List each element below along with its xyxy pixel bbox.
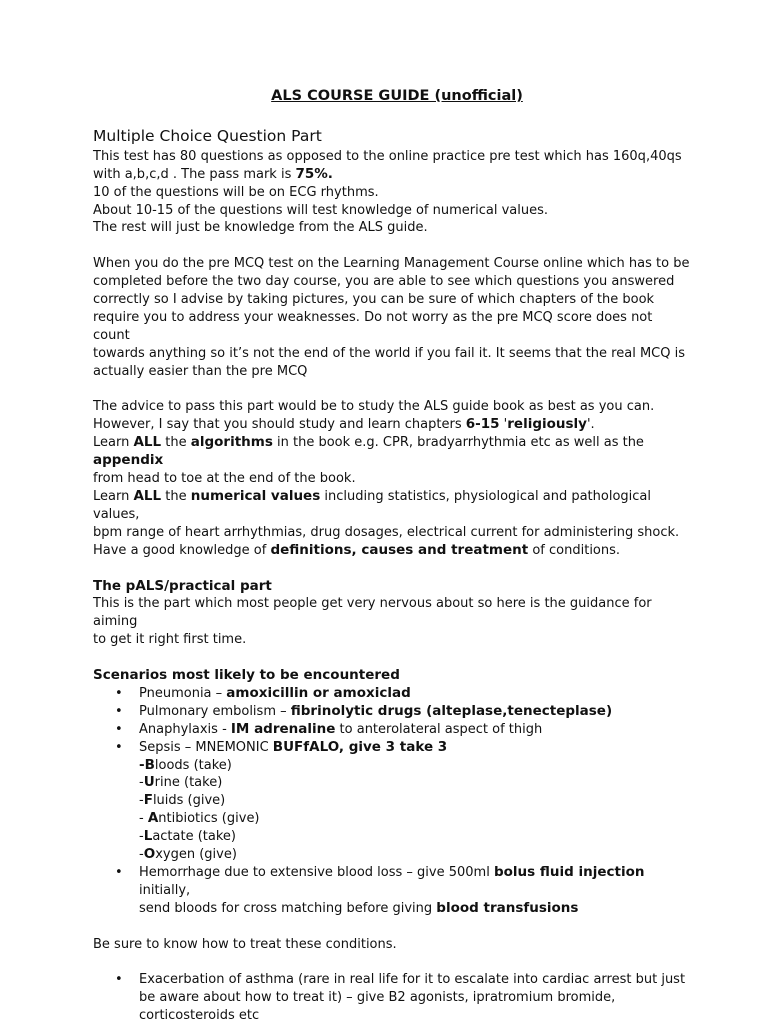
scenario-list [93,685,693,757]
practical-line: This is the part which most people get very nervous about so here is the guidance for aiming [93,596,652,630]
scenario-list-cont [93,864,693,918]
advice-line: The advice to pass this part would be to study the ALS guide book as best as you can. [93,399,655,415]
list-item-pneumonia: • Pneumonia – amoxicillin or amoxiclad [93,685,693,703]
advice-line: bpm range of heart arrhythmias, drug dosages, electrical current for administering shock. [93,524,680,540]
advice-line: Learn ALL the numerical values including statistics, physiological and pathological values, [93,488,651,522]
list-item-sepsis: • Sepsis – MNEMONIC BUFfALO, give 3 take 3 [93,739,693,757]
mcq-line: 10 of the questions will be on ECG rhythms. [93,184,379,200]
pre-mcq-line: towards anything so it’s not the end of the world if you fail it. It seems that the real MCQ is [93,345,685,361]
pre-mcq-line: completed before the two day course, you are able to see which questions you answered [93,274,675,290]
document-title: ALS COURSE GUIDE (unofficial) [271,88,523,104]
practical-line: to get it right first time. [93,632,247,648]
list-item-asthma: • Exacerbation of asthma (rare in real life for it to escalate into cardiac arrest but just be aware about how to treat it) – give B2 agonists, ipratromium bromide, corticosteroids etc [93,971,693,1025]
buffalo-item: -Lactate (take) [139,828,236,845]
list-item-pulmonary-embolism: • Pulmonary embolism – fibrinolytic drugs (alteplase,tenecteplase) [93,703,693,721]
mcq-heading: Multiple Choice Question Part [93,126,322,145]
buffalo-list [93,757,693,864]
buffalo-item: -Bloods (take) [139,756,232,773]
advice-line: However, I say that you should study and learn chapters 6-15 'religiously'. [93,416,595,433]
pre-mcq-line: correctly so I advise by taking pictures, you can be sure of which chapters of the book [93,292,655,308]
buffalo-item: -Fluids (give) [139,792,226,809]
buffalo-item: -Oxygen (give) [139,846,237,863]
advice-line: Have a good knowledge of definitions, causes and treatment of conditions. [93,541,621,558]
mcq-line: with a,b,c,d . The pass mark is 75%. [93,165,333,182]
advice-line: Learn ALL the algorithms in the book e.g. CPR, bradyarrhythmia etc as well as the appendix [93,434,644,469]
mcq-line: This test has 80 questions as opposed to the online practice pre test which has 160q,40qs [93,148,682,164]
mcq-line: About 10-15 of the questions will test knowledge of numerical values. [93,202,548,218]
list-item-hemorrhage: • Hemorrhage due to extensive blood loss – give 500ml bolus fluid injection initially, send bloods for cross matching before giving blood transfusions [93,864,693,918]
treat-list [93,971,693,1025]
pre-mcq-line: require you to address your weaknesses. Do not worry as the pre MCQ score does not count [93,309,653,343]
treat-intro: Be sure to know how to treat these conditions. [93,936,397,952]
practical-heading: The pALS/practical part [93,577,272,594]
pass-mark: 75%. [295,165,333,182]
buffalo-item: -Urine (take) [139,774,223,791]
mcq-line: The rest will just be knowledge from the ALS guide. [93,220,428,236]
document-body [93,88,693,1025]
advice-line: from head to toe at the end of the book. [93,471,356,487]
list-item-anaphylaxis: • Anaphylaxis - IM adrenaline to anterolateral aspect of thigh [93,721,693,739]
pre-mcq-line: When you do the pre MCQ test on the Learning Management Course online which has to be [93,256,690,272]
pre-mcq-line: actually easier than the pre MCQ [93,363,308,379]
scenarios-heading: Scenarios most likely to be encountered [93,667,400,684]
buffalo-item: - Antibiotics (give) [139,810,260,827]
